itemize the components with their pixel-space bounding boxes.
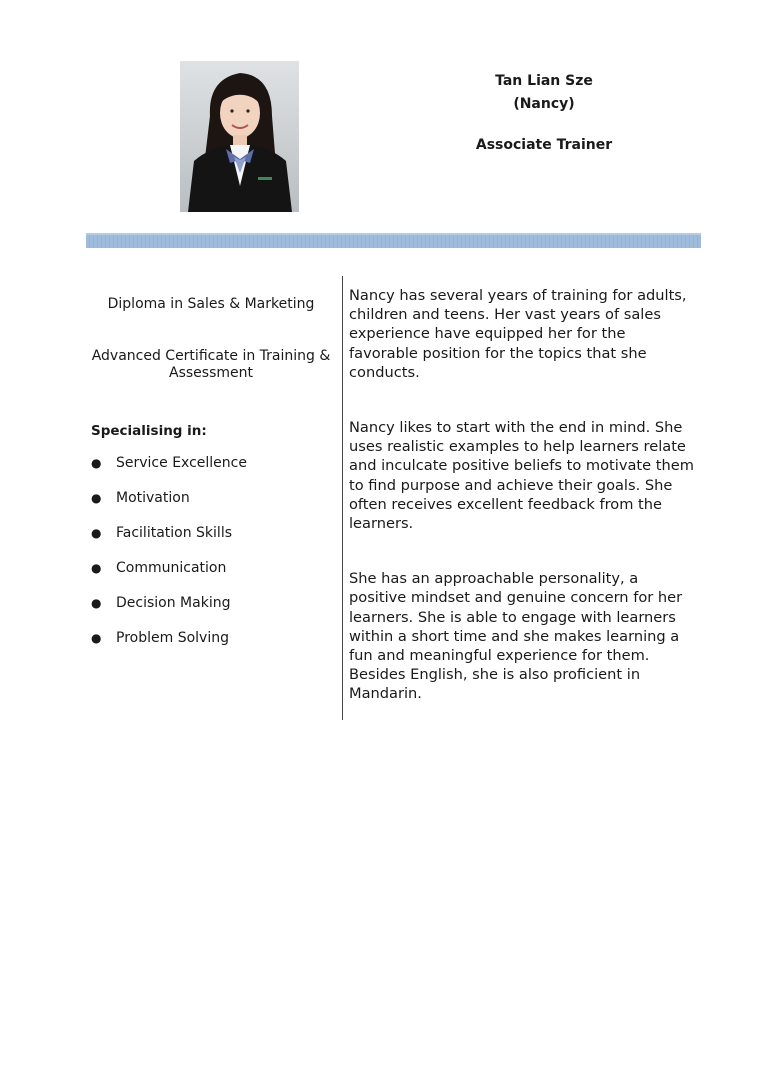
profile-header — [465, 72, 623, 154]
specialising-list — [91, 455, 331, 665]
profile-photo — [180, 61, 299, 212]
bio-paragraph-3: She has an approachable personality, a positive mindset and genuine concern for her learners. She is able to engage with learners within a short time and she makes learning a fun and meaningful experience for them. Besides English, she is also proficient in Mandarin. — [349, 570, 683, 703]
bio-column — [349, 286, 694, 704]
qualification-certificate: Advanced Certificate in Training & Assessment — [91, 348, 331, 381]
portrait-illustration — [180, 61, 299, 212]
bio-paragraph-2: Nancy likes to start with the end in mind. She uses realistic examples to help learners relate and inculcate positive beliefs to motivate them to find purpose and achieve their goals. She often receives excellent feedback from the learners. — [349, 419, 694, 533]
bullet-icon: ● — [91, 456, 102, 470]
bullet-icon: ● — [91, 561, 102, 575]
trainer-alias: (Nancy) — [513, 96, 575, 112]
list-item — [91, 490, 331, 525]
list-item — [91, 595, 331, 630]
list-item-label: Problem Solving — [116, 630, 229, 646]
bullet-icon: ● — [91, 526, 102, 540]
list-item — [91, 560, 331, 595]
bullet-icon: ● — [91, 596, 102, 610]
list-item-label: Motivation — [116, 490, 190, 506]
bio-paragraph-1: Nancy has several years of training for adults, children and teens. Her vast years of sales experience have equipped her for the favorable position for the topics that she conducts. — [349, 287, 687, 381]
bullet-icon: ● — [91, 631, 102, 645]
bullet-icon: ● — [91, 491, 102, 505]
qualification-diploma: Diploma in Sales & Marketing — [107, 296, 315, 312]
left-column — [91, 276, 331, 665]
list-item-label: Service Excellence — [116, 455, 247, 471]
list-item-label: Communication — [116, 560, 227, 576]
list-item — [91, 525, 331, 560]
column-divider — [342, 276, 343, 720]
trainer-role: Associate Trainer — [475, 137, 613, 153]
specialising-title: Specialising in: — [91, 423, 207, 439]
list-item — [91, 630, 331, 665]
list-item-label: Decision Making — [116, 595, 231, 611]
list-item-label: Facilitation Skills — [116, 525, 233, 541]
list-item — [91, 455, 331, 490]
header-divider-band — [86, 233, 701, 248]
trainer-name: Tan Lian Sze — [495, 73, 593, 89]
